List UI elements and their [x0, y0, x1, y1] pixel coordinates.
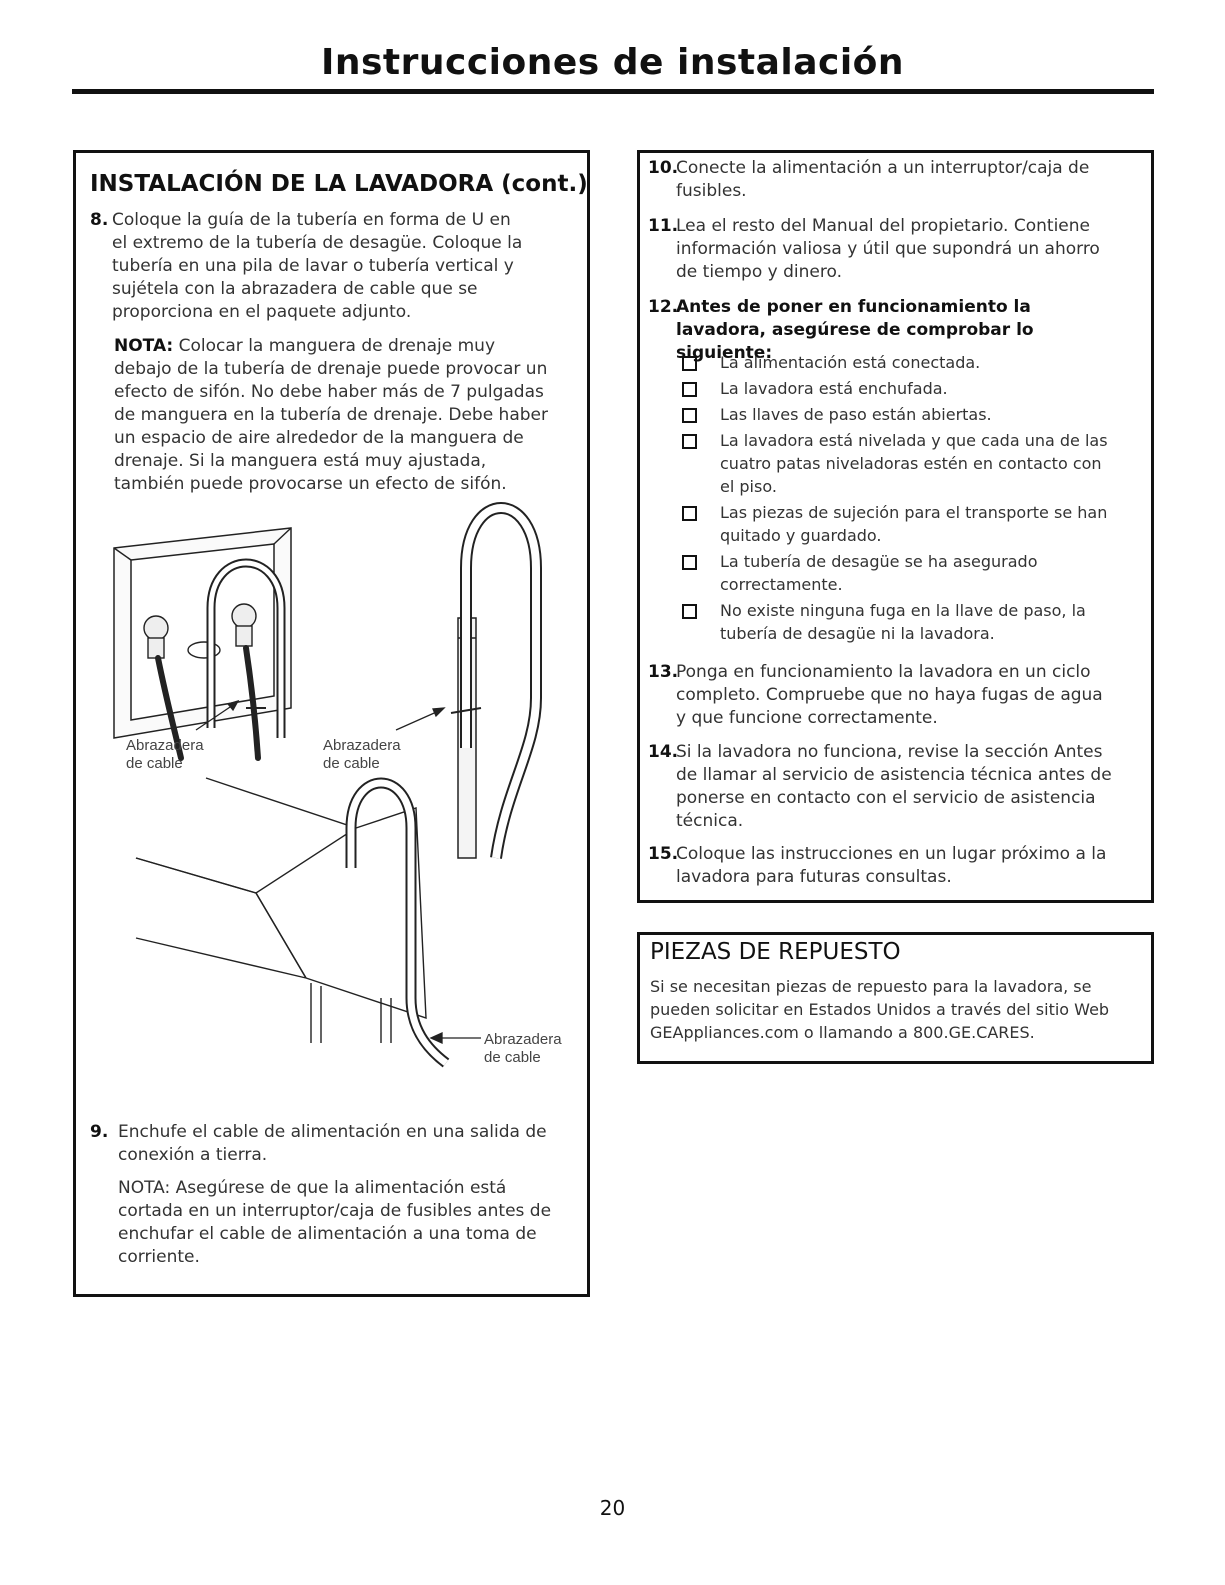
step-15 — [648, 843, 1118, 889]
note-9: NOTA: Asegúrese de que la alimentación está cortada en un interruptor/caja de fusibles antes de enchufar el cable de alimentación a una toma de corriente. — [118, 1178, 552, 1267]
title-divider — [72, 89, 1154, 94]
checklist-text: No existe ninguna fuga en la llave de paso, la tubería de desagüe ni la lavadora. — [720, 601, 1086, 643]
cable-tie-label-3b: de cable — [484, 1049, 541, 1066]
checklist-item — [678, 501, 1118, 547]
checklist-item — [678, 377, 1118, 400]
washer-installation-section — [73, 150, 590, 1297]
checkbox-icon — [682, 604, 697, 619]
note-8 — [114, 335, 552, 496]
step-number: 15. — [648, 844, 679, 864]
checkbox-icon — [682, 434, 697, 449]
pre-operation-checklist — [678, 351, 1118, 648]
cable-tie-label-2: Abrazadera — [323, 737, 401, 754]
step-text: Coloque las instrucciones en un lugar próximo a la lavadora para futuras consultas. — [676, 844, 1107, 887]
step-text: Antes de poner en funcionamiento la lavadora, asegúrese de comprobar lo siguiente: — [676, 297, 1034, 363]
note-text: Colocar la manguera de drenaje muy debajo de la tubería de drenaje puede provocar un efecto de sifón. No debe haber más de 7 pulgadas de manguera en la tubería de drenaje. Debe haber un espacio de aire alrededor de la manguera de drenaje. Si la manguera está muy ajustada, también puede provocarse un efecto de sifón. — [114, 336, 548, 494]
drain-hose-illustration — [96, 498, 566, 1078]
step-number: 11. — [648, 216, 679, 236]
step-9 — [90, 1121, 560, 1167]
laundry-tub — [136, 778, 426, 1043]
step-number: 10. — [648, 158, 679, 178]
step-13 — [648, 661, 1118, 730]
checkbox-icon — [682, 382, 697, 397]
checkbox-icon — [682, 408, 697, 423]
note-label: NOTA: — [114, 336, 174, 356]
page-title: Instrucciones de instalación — [320, 42, 905, 83]
cable-tie-label-1: Abrazadera — [126, 737, 204, 754]
step-number: 12. — [648, 297, 679, 317]
checklist-text: Las piezas de sujeción para el transporte se han quitado y guardado. — [720, 503, 1108, 545]
step-10 — [648, 157, 1118, 203]
parts-text: Si se necesitan piezas de repuesto para la lavadora, se pueden solicitar en Estados Unidos a través del sitio Web GEAppliances.com o llamando a 800.GE.CARES. — [650, 977, 1110, 1042]
section-title: INSTALACIÓN DE LA LAVADORA (cont.) — [90, 171, 588, 197]
cable-tie-label-3: Abrazadera — [484, 1031, 562, 1048]
checklist-text: La tubería de desagüe se ha asegurado correctamente. — [720, 552, 1038, 594]
step-text: Enchufe el cable de alimentación en una salida de conexión a tierra. — [118, 1122, 547, 1165]
checklist-text: La alimentación está conectada. — [720, 353, 981, 372]
wall-outlet-box — [114, 528, 291, 738]
step-number: 14. — [648, 742, 679, 762]
cable-tie-label-2b: de cable — [323, 755, 380, 772]
step-number: 8. — [90, 210, 109, 230]
parts-title: PIEZAS DE REPUESTO — [650, 939, 901, 965]
checkbox-icon — [682, 356, 697, 371]
step-8 — [90, 209, 530, 324]
checklist-text: La lavadora está nivelada y que cada una de las cuatro patas niveladoras estén en contacto con el piso. — [720, 431, 1108, 496]
checkbox-icon — [682, 506, 697, 521]
step-14 — [648, 741, 1118, 833]
replacement-parts-section — [637, 932, 1154, 1064]
step-number: 13. — [648, 662, 679, 682]
checklist-text: Las llaves de paso están abiertas. — [720, 405, 992, 424]
step-text: Lea el resto del Manual del propietario. Contiene información valiosa y útil que supondrá un ahorro de tiempo y dinero. — [676, 216, 1100, 282]
step-11 — [648, 215, 1118, 284]
step-text: Ponga en funcionamiento la lavadora en un ciclo completo. Compruebe que no haya fugas de agua y que funcione correctamente. — [676, 662, 1103, 728]
checklist-text: La lavadora está enchufada. — [720, 379, 948, 398]
checklist-item — [678, 351, 1118, 374]
checklist-item — [678, 429, 1118, 498]
checklist-item — [678, 550, 1118, 596]
checklist-item — [678, 599, 1118, 645]
step-number: 9. — [90, 1122, 109, 1142]
step-text: Si la lavadora no funciona, revise la sección Antes de llamar al servicio de asistencia técnica antes de ponerse en contacto con el servicio de asistencia técnica. — [676, 742, 1112, 831]
page-number: 20 — [599, 1496, 626, 1520]
checklist-item — [678, 403, 1118, 426]
cable-tie-label-1b: de cable — [126, 755, 183, 772]
instruction-steps-section — [637, 150, 1154, 903]
step-text: Conecte la alimentación a un interruptor/caja de fusibles. — [676, 158, 1090, 201]
step-text: Coloque la guía de la tubería en forma de U en el extremo de la tubería de desagüe. Coloque la tubería en una pila de lavar o tubería vertical y sujétela con la abrazadera de cable que se proporciona en el paquete adjunto. — [112, 210, 523, 322]
checkbox-icon — [682, 555, 697, 570]
